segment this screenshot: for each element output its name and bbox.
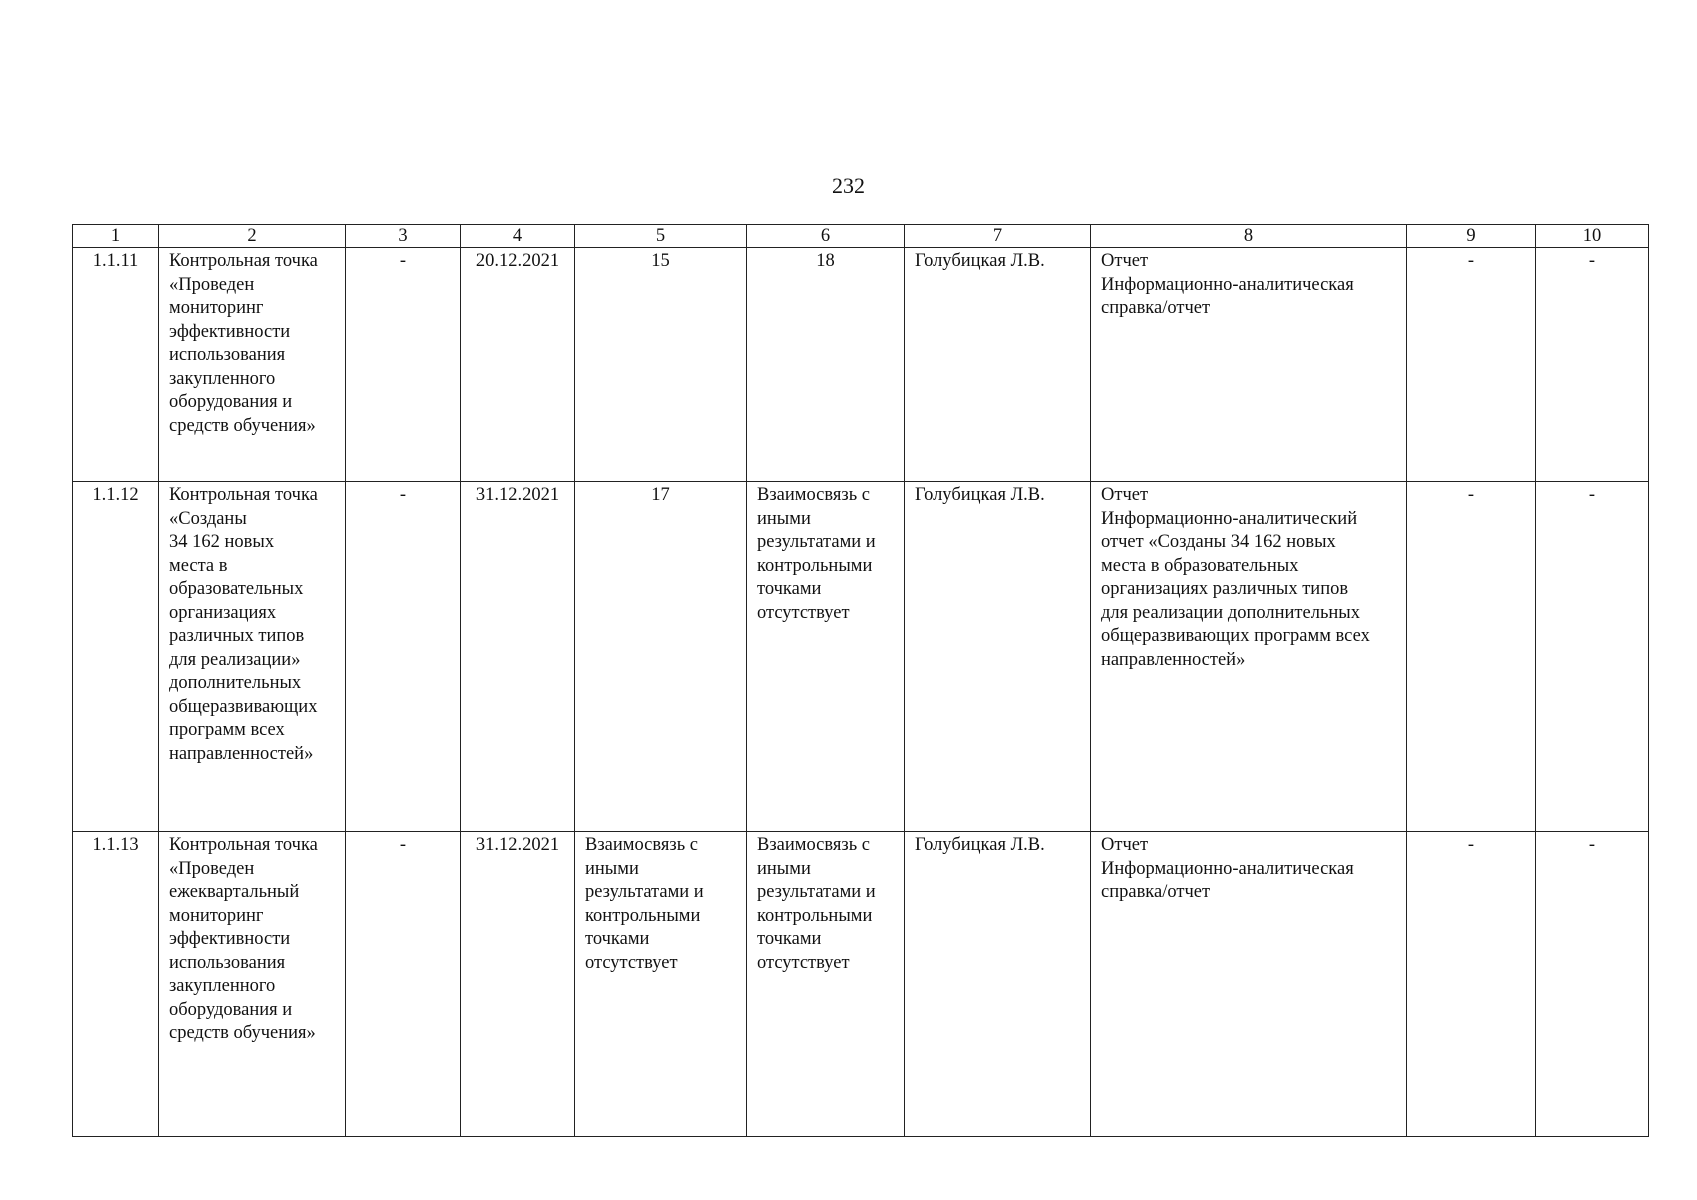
column-header: 10 [1536,225,1649,248]
page-number: 232 [832,173,865,198]
table-row [73,248,1649,482]
column-9-cell: - [1407,248,1536,482]
table-row [73,482,1649,832]
column-header: 7 [905,225,1091,248]
plan-table [72,224,1649,1137]
column-5-cell: 15 [575,248,747,482]
column-5-cell: 17 [575,482,747,832]
column-3-cell: - [346,832,461,1137]
column-10-cell: - [1536,482,1649,832]
column-9-cell: - [1407,482,1536,832]
column-header: 1 [73,225,159,248]
column-3-cell: - [346,248,461,482]
document-cell: Отчет Информационно-аналитическая справка/отчет [1091,832,1407,1137]
column-header: 4 [461,225,575,248]
row-number-cell: 1.1.13 [73,832,159,1137]
responsible-cell: Голубицкая Л.В. [905,832,1091,1137]
checkpoint-name-cell: Контрольная точка «Созданы 34 162 новых места в образовательных организациях различных типов для реализации» дополнительных общеразвивающих программ всех направленностей» [159,482,346,832]
row-number-cell: 1.1.11 [73,248,159,482]
date-cell: 31.12.2021 [461,832,575,1137]
column-10-cell: - [1536,832,1649,1137]
row-number-cell: 1.1.12 [73,482,159,832]
column-header: 8 [1091,225,1407,248]
date-cell: 20.12.2021 [461,248,575,482]
table-row [73,832,1649,1137]
date-cell: 31.12.2021 [461,482,575,832]
column-header: 6 [747,225,905,248]
table-header-row [73,225,1649,248]
column-10-cell: - [1536,248,1649,482]
column-header: 2 [159,225,346,248]
column-header: 5 [575,225,747,248]
column-header: 9 [1407,225,1536,248]
column-header: 3 [346,225,461,248]
column-5-cell: Взаимосвязь с иными результатами и контрольными точками отсутствует [575,832,747,1137]
responsible-cell: Голубицкая Л.В. [905,482,1091,832]
responsible-cell: Голубицкая Л.В. [905,248,1091,482]
checkpoint-name-cell: Контрольная точка «Проведен мониторинг эффективности использования закупленного оборудования и средств обучения» [159,248,346,482]
column-9-cell: - [1407,832,1536,1137]
document-cell: Отчет Информационно-аналитический отчет «Созданы 34 162 новых места в образовательных организациях различных типов для реализации дополнительных общеразвивающих программ всех направленностей» [1091,482,1407,832]
column-6-cell: Взаимосвязь с иными результатами и контрольными точками отсутствует [747,482,905,832]
column-3-cell: - [346,482,461,832]
column-6-cell: 18 [747,248,905,482]
checkpoint-name-cell: Контрольная точка «Проведен ежеквартальный мониторинг эффективности использования закупленного оборудования и средств обучения» [159,832,346,1137]
column-6-cell: Взаимосвязь с иными результатами и контрольными точками отсутствует [747,832,905,1137]
document-cell: Отчет Информационно-аналитическая справка/отчет [1091,248,1407,482]
